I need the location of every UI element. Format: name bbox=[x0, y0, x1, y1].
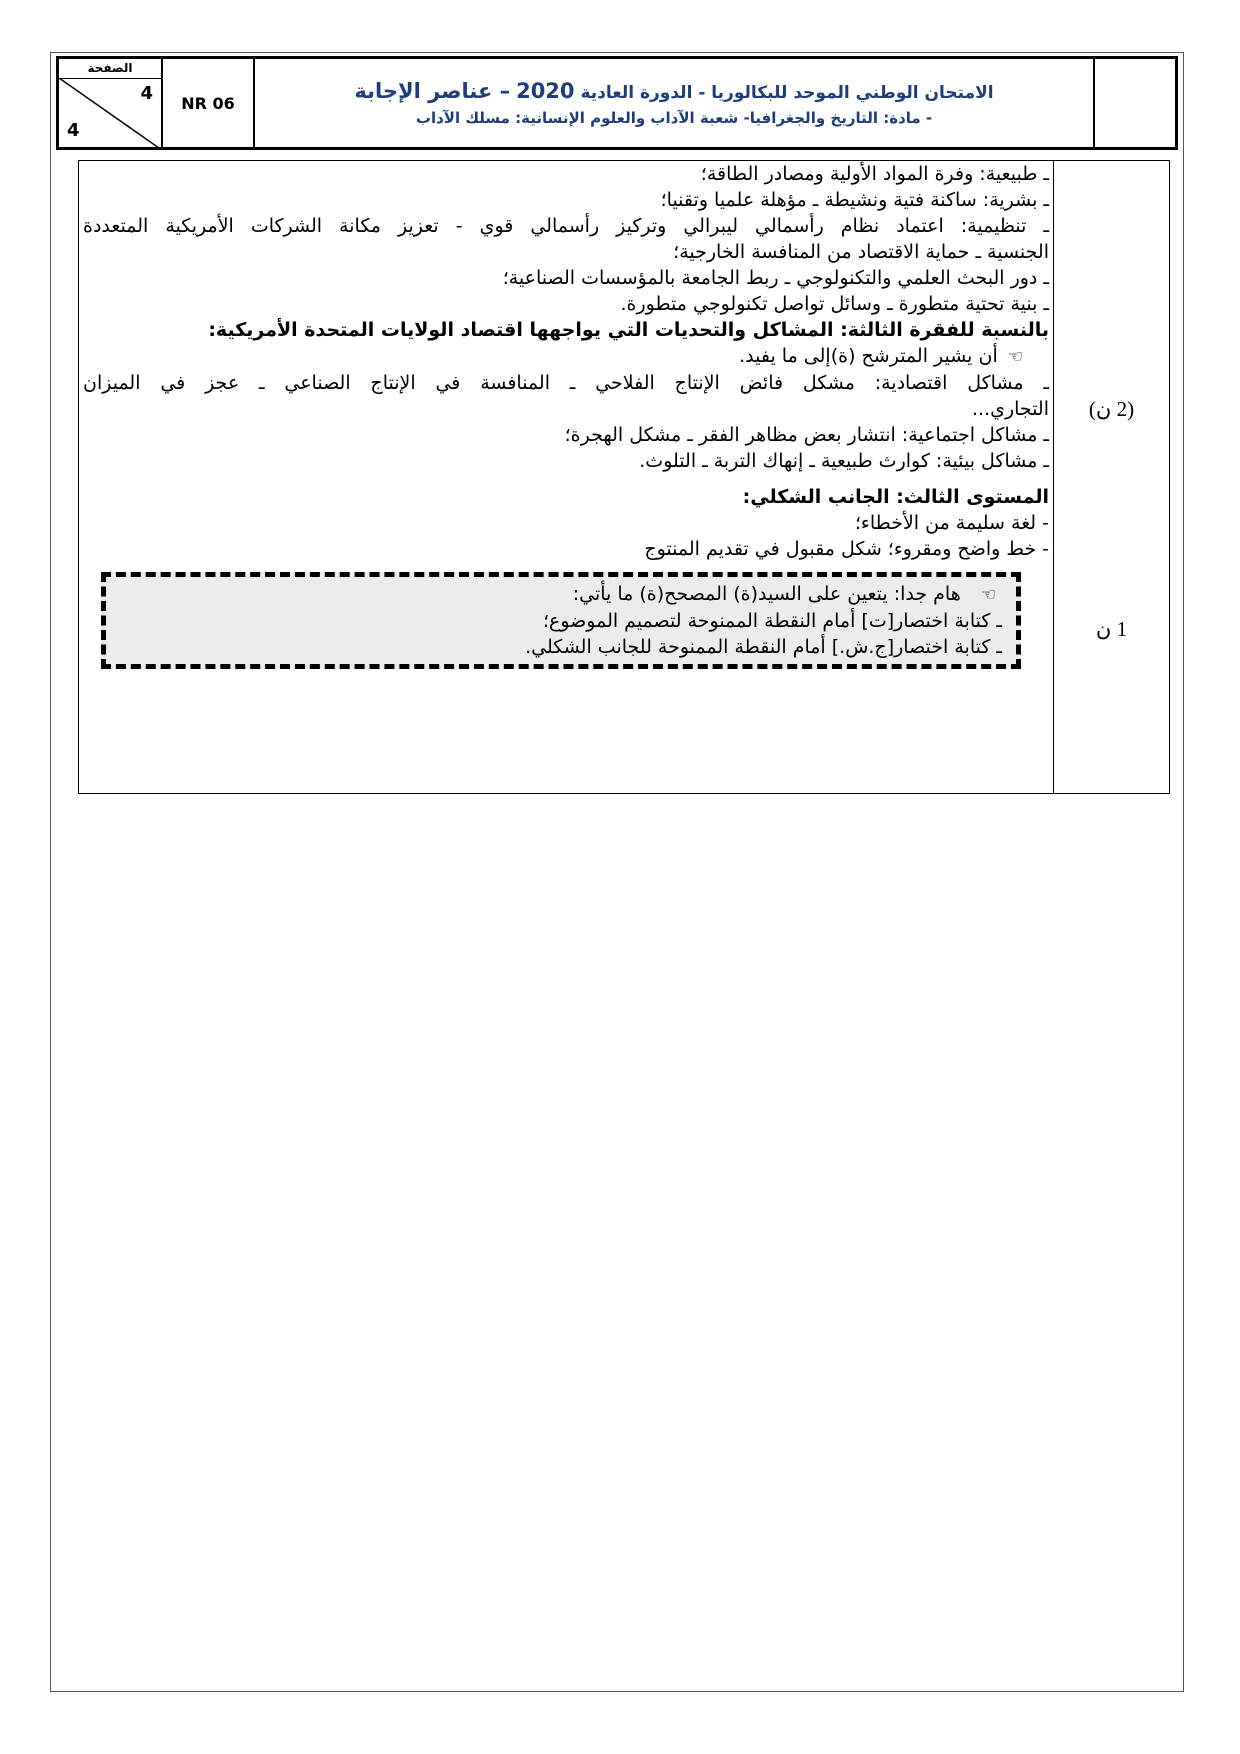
economic-problems-1: ـ مشاكل اقتصادية: مشكل فائض الإنتاج الفلاحي ـ المنافسة في الإنتاج الصناعي ـ عجز في الميزان bbox=[83, 372, 1049, 394]
economic-problems-2: التجاري... bbox=[971, 398, 1049, 420]
social-problems: ـ مشاكل اجتماعية: انتشار بعض مظاهر الفقر ـ مشكل الهجرة؛ bbox=[564, 424, 1049, 446]
page-current: 4 bbox=[140, 83, 153, 104]
page-title: الامتحان الوطني الموحد للبكالوريا - الدورة العادية 2020 – عناصر الإجابة bbox=[354, 79, 994, 103]
level3-heading: المستوى الثالث: الجانب الشكلي: bbox=[742, 486, 1049, 508]
factor-human: ـ بشرية: ساكنة فتية ونشيطة ـ مؤهلة علميا وتقنيا؛ bbox=[660, 189, 1049, 211]
factor-organizational-2: الجنسية ـ حماية الاقتصاد من المنافسة الخارجية؛ bbox=[673, 241, 1049, 263]
exam-code: NR 06 bbox=[161, 59, 253, 147]
note-item: ـ كتابة اختصار[ج.ش.] أمام النقطة الممنوحة للجانب الشكلي. bbox=[525, 636, 1002, 658]
section3-intro: ☜أن يشير المترشح (ة)إلى ما يفيد. bbox=[739, 345, 1023, 367]
environmental-problems: ـ مشاكل بيئية: كوارث طبيعية ـ إنهاك التربة ـ التلوث. bbox=[639, 450, 1049, 472]
note-heading: ☜هام جدا: يتعين على السيد(ة) المصحح(ة) ما يأتي: bbox=[572, 583, 996, 605]
page-subtitle: - مادة: التاريخ والجغرافيا- شعبة الآداب والعلوم الإنسانية: مسلك الآداب bbox=[415, 109, 933, 127]
factor-research: ـ دور البحث العلمي والتكنولوجي ـ ربط الجامعة بالمؤسسات الصناعية؛ bbox=[502, 267, 1049, 289]
pointing-hand-icon: ☜ bbox=[1007, 347, 1023, 367]
empty-cell bbox=[1093, 59, 1175, 147]
important-note-box bbox=[101, 572, 1021, 669]
page-label: الصفحة bbox=[87, 61, 133, 75]
page-total: 4 bbox=[67, 120, 80, 141]
mark-form: 1 ن bbox=[1095, 617, 1128, 641]
section3-heading: بالنسبة للفقرة الثالثة: المشاكل والتحديات التي يواجهها اقتصاد الولايات المتحدة الأمريكية: bbox=[208, 319, 1049, 341]
note-item: ـ كتابة اختصار[ت] أمام النقطة الممنوحة لتصميم الموضوع؛ bbox=[542, 610, 1002, 632]
answer-text bbox=[79, 161, 1055, 669]
factor-natural: ـ طبيعية: وفرة المواد الأولية ومصادر الطاقة؛ bbox=[700, 163, 1049, 185]
pointing-hand-icon: ☜ bbox=[980, 585, 996, 605]
level3-item: - لغة سليمة من الأخطاء؛ bbox=[854, 512, 1049, 534]
factor-infrastructure: ـ بنية تحتية متطورة ـ وسائل تواصل تكنولوجي متطورة. bbox=[620, 293, 1049, 315]
factor-organizational-1: ـ تنظيمية: اعتماد نظام رأسمالي ليبرالي وتركيز رأسمالي قوي - تعزيز مكانة الشركات الأمريكية المتعددة bbox=[83, 215, 1049, 237]
exam-header bbox=[56, 56, 1178, 150]
title-year: 2020 bbox=[516, 79, 575, 103]
marks-column bbox=[1053, 161, 1169, 793]
page-number-box bbox=[59, 59, 161, 147]
mark-section3: (2 ن) bbox=[1088, 397, 1135, 421]
answer-table bbox=[78, 160, 1170, 794]
level3-item: - خط واضح ومقروء؛ شكل مقبول في تقديم المنتوج bbox=[644, 538, 1049, 560]
title-box bbox=[253, 59, 1093, 147]
